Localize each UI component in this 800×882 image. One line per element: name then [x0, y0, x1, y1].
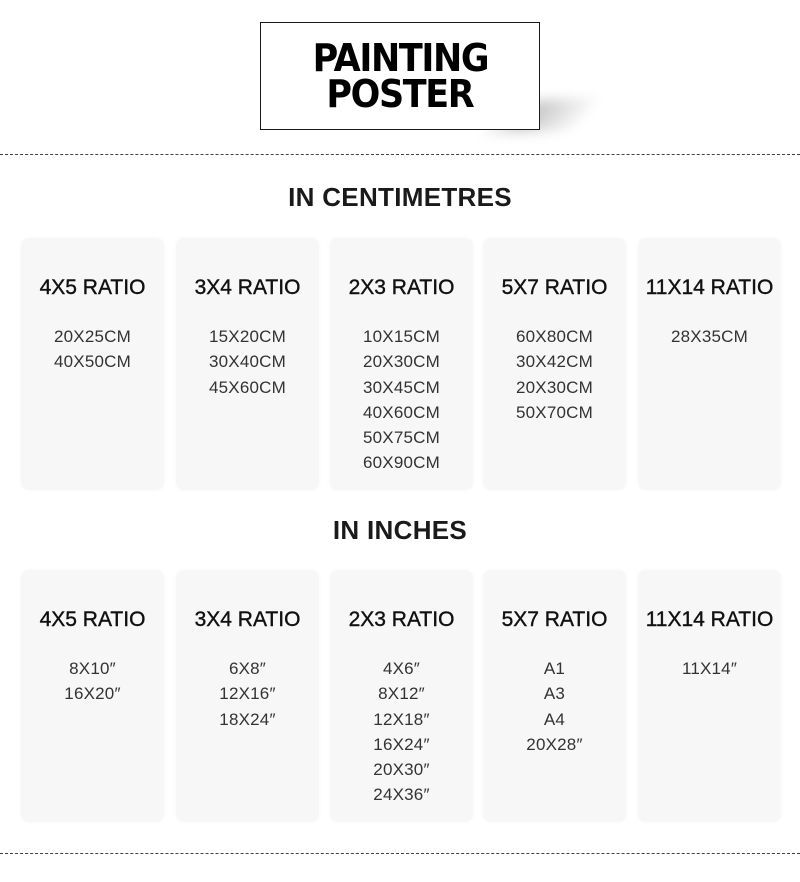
size-item: 11X14″ — [681, 659, 738, 678]
size-item: 18X24″ — [219, 709, 276, 729]
size-item: 30X45CM — [363, 377, 440, 397]
size-item: 20X28″ — [526, 734, 583, 754]
size-item: 50X75CM — [363, 428, 440, 448]
ratio-card-2x3-in — [330, 570, 473, 822]
size-item: 8X10″ — [69, 659, 116, 678]
ratio-card-title: 11X14 RATIO — [645, 608, 774, 631]
size-item: 16X20″ — [64, 684, 121, 704]
ratio-card-5x7-cm — [483, 238, 626, 490]
ratio-card-title: 2X3 RATIO — [348, 608, 455, 631]
ratio-card-4x5-in — [21, 570, 164, 822]
title-block — [260, 22, 540, 130]
cards-row-centimetres — [21, 238, 781, 490]
size-list — [21, 324, 164, 375]
cards-row-inches — [21, 570, 781, 822]
title-box — [260, 22, 540, 130]
ratio-card-2x3-cm — [330, 238, 473, 490]
size-list — [176, 324, 319, 400]
title-line-1: PAINTING — [312, 36, 488, 80]
size-item: 40X50CM — [54, 352, 131, 372]
size-list — [483, 656, 626, 757]
ratio-card-11x14-in — [638, 570, 781, 822]
section-heading-inches: IN INCHES — [332, 515, 468, 545]
size-item: 20X30″ — [373, 760, 430, 780]
size-item: 6X8″ — [228, 659, 267, 678]
size-item: 20X30CM — [363, 352, 440, 372]
divider-top — [0, 154, 800, 155]
size-item: 40X60CM — [363, 402, 440, 422]
ratio-card-5x7-in — [483, 570, 626, 822]
size-list — [176, 656, 319, 732]
size-item: 4X6″ — [382, 659, 421, 678]
ratio-card-title: 11X14 RATIO — [645, 276, 774, 299]
ratio-card-11x14-cm — [638, 238, 781, 490]
divider-bottom — [0, 853, 800, 854]
size-item: 20X25CM — [54, 327, 131, 346]
size-item: 60X80CM — [516, 327, 593, 346]
size-list — [638, 656, 781, 681]
size-item: 16X24″ — [373, 734, 430, 754]
size-item: A4 — [543, 709, 566, 729]
size-list — [21, 656, 164, 707]
size-item: 8X12″ — [378, 684, 425, 704]
size-item: 30X40CM — [209, 352, 286, 372]
ratio-card-title: 3X4 RATIO — [194, 276, 301, 299]
ratio-card-title: 3X4 RATIO — [194, 608, 301, 631]
size-item: 10X15CM — [363, 327, 440, 346]
ratio-card-title: 4X5 RATIO — [39, 608, 146, 631]
size-item: 12X18″ — [373, 709, 430, 729]
ratio-card-title: 5X7 RATIO — [501, 608, 608, 631]
size-item: A1 — [543, 659, 566, 678]
size-list — [638, 324, 781, 349]
ratio-card-title: 4X5 RATIO — [39, 276, 146, 299]
ratio-card-title: 5X7 RATIO — [501, 276, 608, 299]
size-item: 50X70CM — [516, 402, 593, 422]
size-item: 15X20CM — [209, 327, 286, 346]
size-item: 45X60CM — [209, 377, 286, 397]
size-item: 12X16″ — [219, 684, 276, 704]
size-item: 60X90CM — [363, 453, 440, 473]
ratio-card-title: 2X3 RATIO — [348, 276, 455, 299]
size-item: 30X42CM — [516, 352, 593, 372]
size-item: 24X36″ — [373, 785, 430, 805]
size-list — [330, 656, 473, 808]
size-list — [330, 324, 473, 476]
title-line-2: POSTER — [326, 72, 474, 116]
size-item: A3 — [543, 684, 566, 704]
ratio-card-3x4-in — [176, 570, 319, 822]
size-list — [483, 324, 626, 425]
size-item: 28X35CM — [671, 327, 748, 346]
section-heading-centimetres: IN CENTIMETRES — [288, 182, 512, 212]
ratio-card-4x5-cm — [21, 238, 164, 490]
size-item: 20X30CM — [516, 377, 593, 397]
ratio-card-3x4-cm — [176, 238, 319, 490]
